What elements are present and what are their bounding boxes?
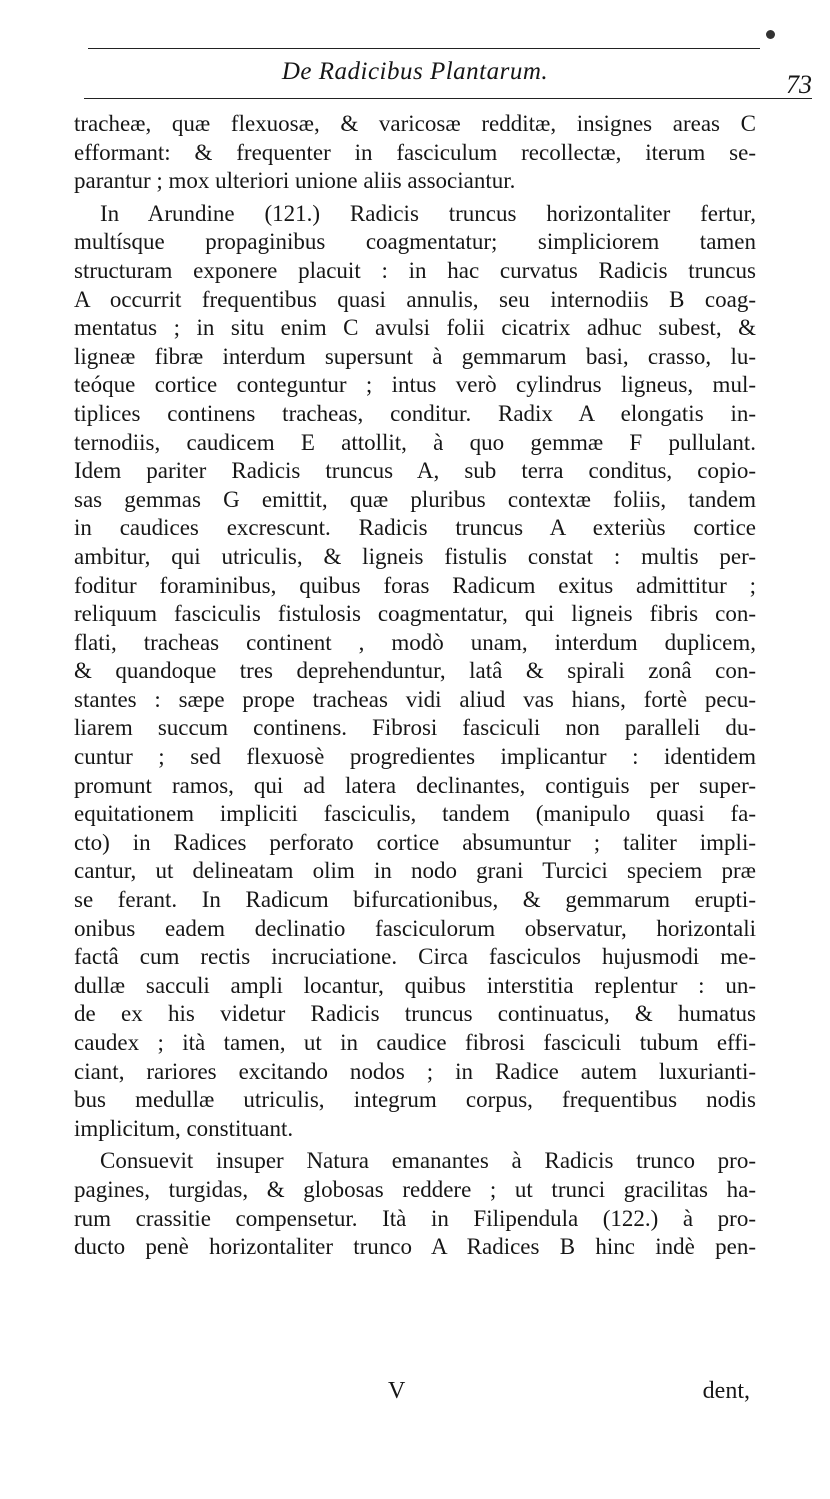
text-line: tracheæ, quæ flexuosæ, & varicosæ redditæ, insignes areas C (74, 111, 756, 136)
text-line: A occurrit frequentibus quasi annulis, seu internodiis B coag- (74, 286, 756, 312)
text-line: tiplices continens tracheas, conditur. Radix A elongatis in- (74, 400, 756, 426)
text-line: se ferant. In Radicum bifurcationibus, & gemmarum erupti- (74, 887, 756, 913)
text-line: dullæ sacculi ampli locantur, quibus interstitia replentur : un- (74, 972, 756, 998)
text-line: caudex ; ità tamen, ut in caudice fibrosi fasciculi tubum effi- (74, 1030, 756, 1055)
text-line: & quandoque tres deprehenduntur, latâ & spirali zonâ con- (74, 658, 756, 684)
header-rule-bottom (84, 98, 812, 99)
text-line: ciant, rariores excitando nodos ; in Radice autem luxurianti- (74, 1058, 756, 1084)
text-line: parantur ; mox ulteriori unione aliis associantur. (74, 168, 516, 194)
text-line: implicitum, constituant. (74, 1115, 294, 1141)
text-line: factâ cum rectis incruciatione. Circa fasciculos hujusmodi me- (74, 944, 756, 970)
text-line: pagines, turgidas, & globosas reddere ; ut trunci gracilitas ha- (74, 1176, 756, 1202)
text-line: bus medullæ utriculis, integrum corpus, frequentibus nodis (74, 1087, 756, 1113)
page-number: 73 (786, 70, 812, 99)
text-line: Idem pariter Radicis truncus A, sub terra conditus, copio- (74, 458, 756, 484)
text-line: ligneæ fibræ interdum supersunt à gemmarum basi, crasso, lu- (74, 343, 756, 369)
text-line: foditur foraminibus, quibus foras Radicum exitus admittitur ; (74, 572, 756, 598)
text-line: mentatus ; in situ enim C avulsi folii cicatrix adhuc subest, & (74, 315, 756, 341)
text-line: ducto penè horizontaliter trunco A Radices B hinc indè pen- (74, 1234, 756, 1260)
text-line: rum crassitie compensetur. Ità in Filipendula (122.) à pro- (74, 1205, 756, 1231)
text-line: reliquum fasciculis fistulosis coagmentatur, qui ligneis fibris con- (74, 601, 756, 627)
text-line: teóque cortice conteguntur ; intus verò cylindrus ligneus, mul- (74, 372, 756, 398)
ink-spot (766, 30, 775, 39)
text-line: de ex his videtur Radicis truncus continuatus, & humatus (74, 1001, 756, 1027)
text-line: onibus eadem declinatio fasciculorum observatur, horizontali (74, 915, 756, 941)
paragraph-start-line: Consuevit insuper Natura emanantes à Radicis trunco pro- (100, 1148, 756, 1174)
text-line: cto) in Radices perforato cortice absumuntur ; taliter impli- (74, 829, 756, 855)
text-line: efformant: & frequenter in fasciculum recollectæ, iterum se- (74, 139, 756, 165)
text-line: structuram exponere placuit : in hac curvatus Radicis truncus (74, 257, 756, 283)
text-line: flati, tracheas continent , modò unam, interdum duplicem, (74, 629, 756, 655)
text-line: multísque propaginibus coagmentatur; simpliciorem tamen (74, 229, 756, 255)
body-text (74, 110, 756, 1262)
text-line: equitationem impliciti fasciculis, tandem (manipulo quasi fa- (74, 801, 756, 827)
catchword: dent, (702, 1378, 750, 1404)
text-line: cantur, ut delineatam olim in nodo grani Turcici speciem præ (74, 858, 756, 884)
text-line: promunt ramos, qui ad latera declinantes, contiguis per super- (74, 772, 756, 798)
paragraph-start-line: In Arundine (121.) Radicis truncus horizontaliter fertur, (100, 200, 756, 226)
running-title: De Radicibus Plantarum. (281, 58, 549, 85)
text-line: liarem succum continens. Fibrosi fasciculi non paralleli du- (74, 715, 756, 741)
text-line: cuntur ; sed flexuosè progredientes implicantur : identidem (74, 744, 756, 770)
signature-mark: V (388, 1378, 406, 1404)
text-line: in caudices excrescunt. Radicis truncus A exteriùs cortice (74, 515, 756, 541)
text-line: ternodiis, caudicem E attollit, à quo gemmæ F pullulant. (74, 429, 756, 455)
text-line: stantes : sæpe prope tracheas vidi aliud vas hians, fortè pecu- (74, 686, 756, 712)
text-line: sas gemmas G emittit, quæ pluribus contextæ foliis, tandem (74, 486, 756, 512)
header-rule-top (88, 48, 760, 49)
text-line: ambitur, qui utriculis, & ligneis fistulis constat : multis per- (74, 543, 756, 569)
